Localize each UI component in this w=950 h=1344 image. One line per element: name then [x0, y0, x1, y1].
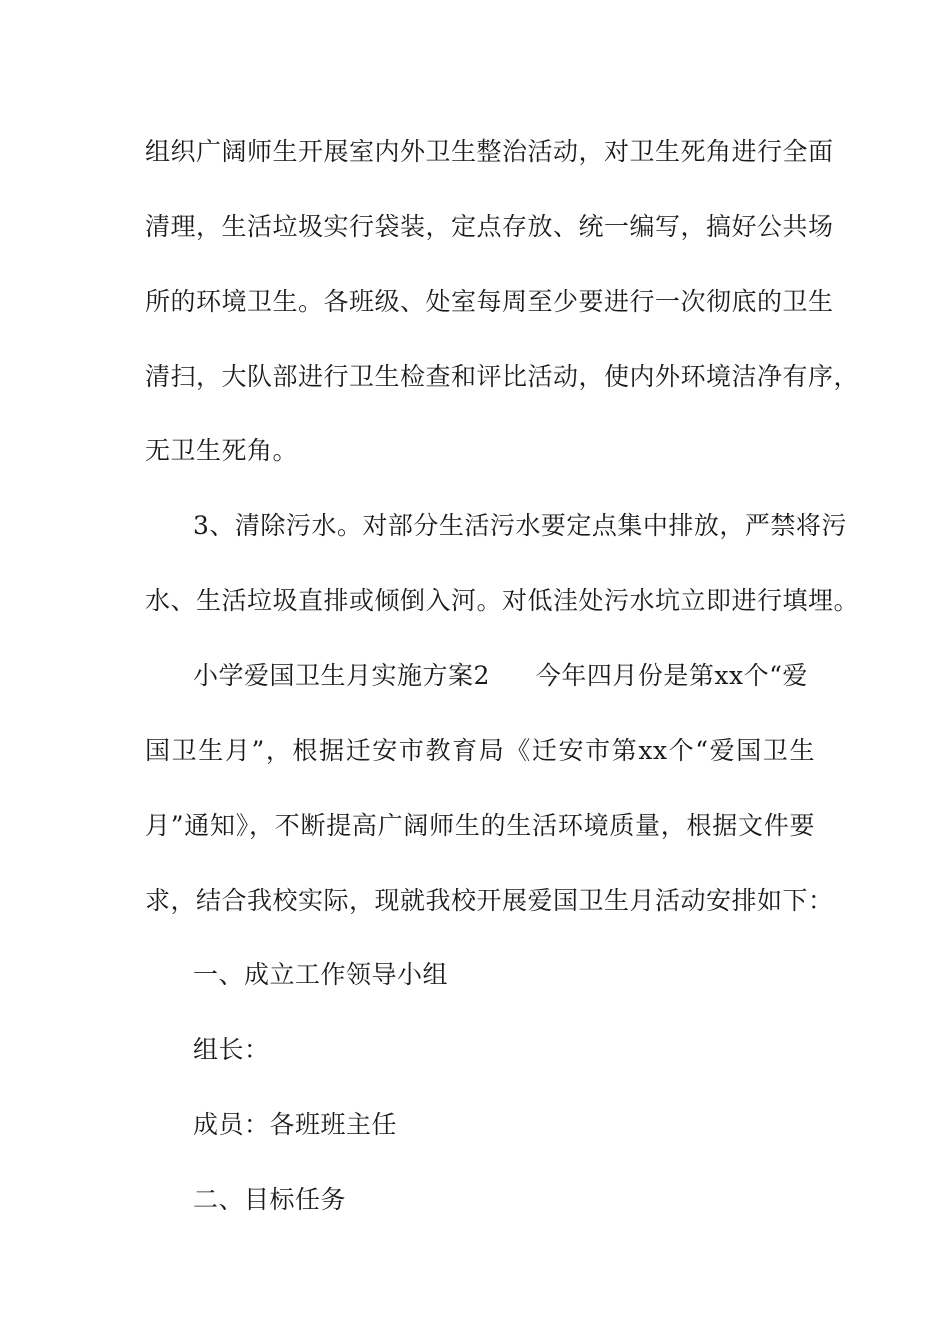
section-title: 小学爱国卫生月实施方案2 [193, 661, 490, 690]
paragraph-line: 无卫生死角。 [145, 436, 299, 465]
paragraph-line: 所的环境卫生。各班级、处室每周至少要进行一次彻底的卫生 [145, 287, 834, 316]
paragraph-line: 水、生活垃圾直排或倾倒入河。对低洼处污水坑立即进行填埋。 [145, 586, 860, 615]
paragraph-line: 国卫生月”，根据迁安市教育局《迁安市第xx个“爱国卫生 [145, 736, 815, 765]
paragraph-start: 今年四月份是第xx个“爱 [535, 661, 808, 690]
heading-line: 二、目标任务 [193, 1185, 347, 1214]
group-leader-line: 组长： [193, 1035, 270, 1064]
paragraph-line: 求，结合我校实际，现就我校开展爱国卫生月活动安排如下： [145, 886, 834, 915]
paragraph-line: 月”通知》，不断提高广阔师生的生活环境质量，根据文件要 [145, 811, 815, 840]
members-line: 成员：各班班主任 [193, 1110, 398, 1139]
heading-line: 一、成立工作领导小组 [193, 960, 449, 989]
paragraph-line: 清理，生活垃圾实行袋装，定点存放、统一编写，搞好公共场 [145, 212, 834, 241]
paragraph-line: 清扫，大队部进行卫生检查和评比活动，使内外环境洁净有序， [145, 362, 860, 391]
paragraph-line: 3、清除污水。对部分生活污水要定点集中排放，严禁将污 [193, 511, 847, 540]
section-title-line [193, 658, 815, 694]
paragraph-line: 组织广阔师生开展室内外卫生整治活动，对卫生死角进行全面 [145, 137, 834, 166]
